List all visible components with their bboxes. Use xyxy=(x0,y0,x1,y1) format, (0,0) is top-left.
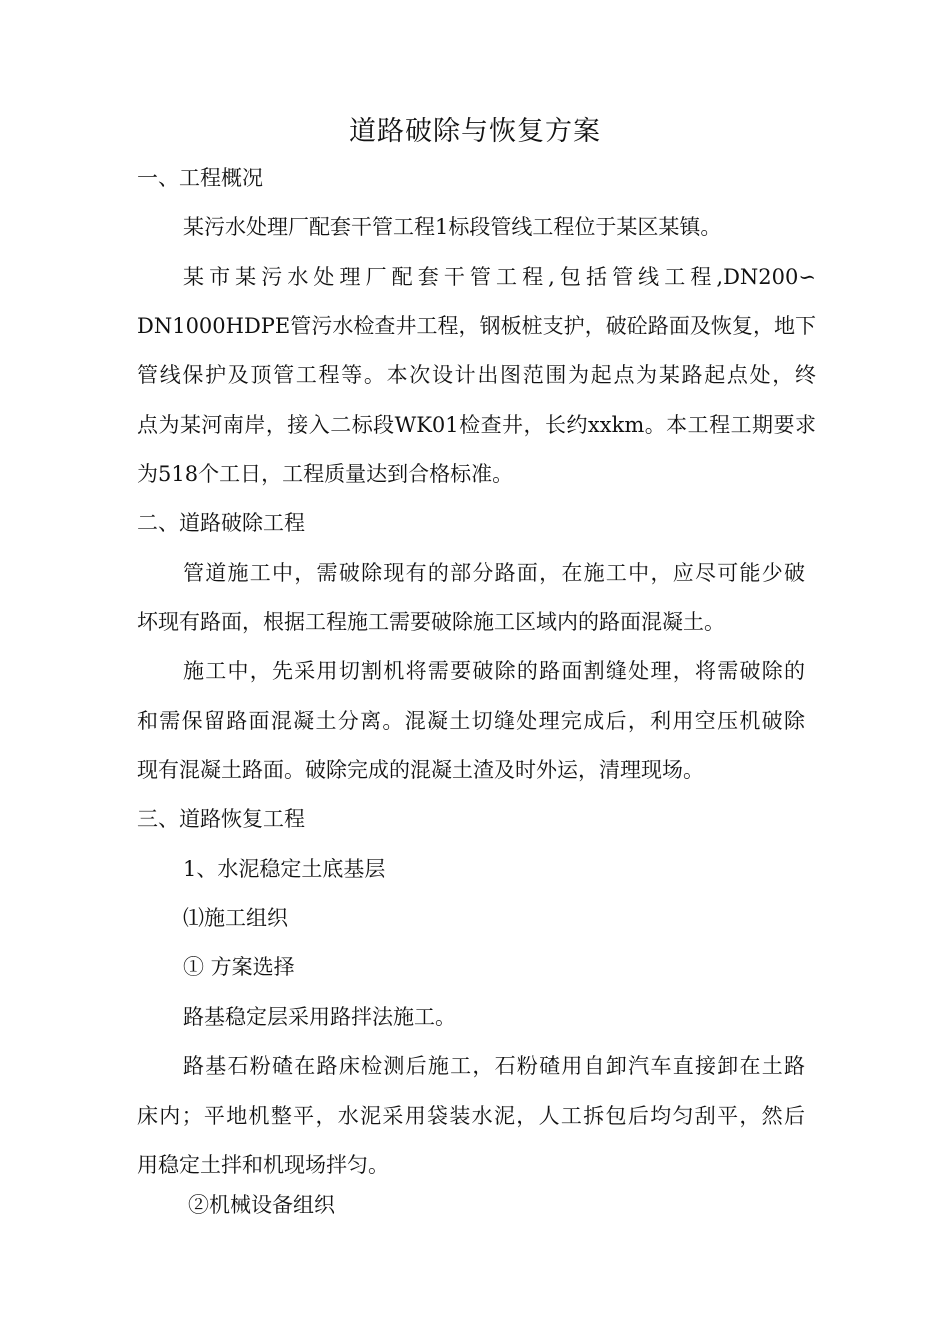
paragraph-line: 管线保护及顶管工程等。本次设计出图范围为起点为某路起点处，终 xyxy=(137,363,816,387)
subsection-heading: 1、水泥稳定土底基层 xyxy=(183,857,386,881)
paragraph-line: 床内；平地机整平，水泥采用袋装水泥，人工拆包后均匀刮平，然后 xyxy=(137,1104,805,1128)
paragraph-line: 和需保留路面混凝土分离。混凝土切缝处理完成后，利用空压机破除 xyxy=(137,709,805,733)
subsection-heading: ① 方案选择 xyxy=(183,955,295,979)
subsection-heading: ②机械设备组织 xyxy=(188,1193,335,1217)
paragraph-line: 施工中，先采用切割机将需要破除的路面割缝处理，将需破除的 xyxy=(183,659,805,683)
section-heading-2: 二、道路破除工程 xyxy=(137,511,305,535)
paragraph-line: 现有混凝土路面。破除完成的混凝土渣及时外运，清理现场。 xyxy=(137,758,704,782)
subsection-heading: ⑴施工组织 xyxy=(183,906,288,930)
section-heading-1: 一、工程概况 xyxy=(137,166,263,190)
paragraph-line: 管道施工中，需破除现有的部分路面，在施工中，应尽可能少破 xyxy=(183,561,805,585)
paragraph-line: 为518个工日，工程质量达到合格标准。 xyxy=(137,462,514,486)
paragraph-line: 路基稳定层采用路拌法施工。 xyxy=(183,1005,456,1029)
paragraph-line: 某污水处理厂配套干管工程1标段管线工程位于某区某镇。 xyxy=(183,215,722,239)
paragraph-line: 用稳定土拌和机现场拌匀。 xyxy=(137,1153,389,1177)
paragraph-line: 点为某河南岸，接入二标段WK01检查井，长约xxkm。本工程工期要求 xyxy=(137,413,816,437)
paragraph-line: 坏现有路面，根据工程施工需要破除施工区域内的路面混凝土。 xyxy=(137,610,725,634)
section-heading-3: 三、道路恢复工程 xyxy=(137,807,305,831)
paragraph-line: DN1000HDPE管污水检查井工程，钢板桩支护，破砼路面及恢复，地下 xyxy=(137,314,816,338)
paragraph-line: 路基石粉碴在路床检测后施工，石粉碴用自卸汽车直接卸在土路 xyxy=(183,1054,805,1078)
paragraph-line: 某市某污水处理厂配套干管工程,包括管线工程,DN200∽ xyxy=(183,265,816,289)
page-title: 道路破除与恢复方案 xyxy=(349,116,601,147)
